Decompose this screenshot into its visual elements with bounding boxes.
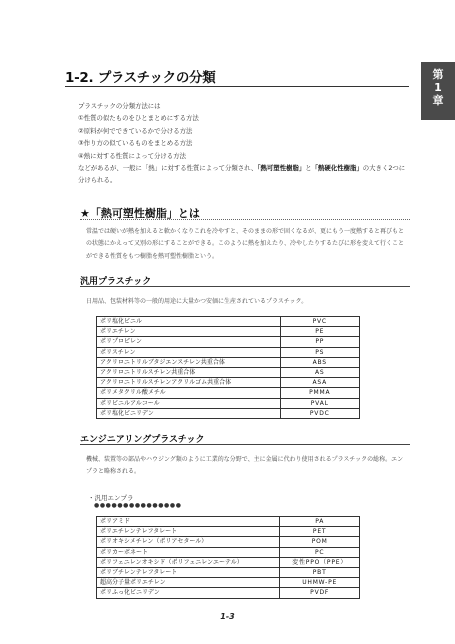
- intro-closing-part1: などがあるが、一般に「熱」に対する性質によって分類され、: [78, 164, 258, 173]
- section-heading-rule: [80, 219, 410, 220]
- resin-abbreviation-cell: PVDC: [280, 408, 359, 418]
- resin-name-cell: ポリアミド: [97, 517, 280, 527]
- table-row: [97, 388, 360, 398]
- table-row: [97, 317, 360, 327]
- table-row: [97, 527, 360, 537]
- resin-abbreviation-cell: ASA: [280, 378, 359, 388]
- resin-abbreviation-cell: PBT: [280, 568, 360, 578]
- chapter-tab-line3: 章: [432, 94, 444, 107]
- general-plastics-description: 日用品、包装材料等の一般的用途に大量かつ安価に生産されているプラスチック。: [86, 298, 308, 305]
- resin-name-cell: ポリブチレンテレフタレート: [97, 568, 280, 578]
- resin-abbreviation-cell: PC: [280, 547, 360, 557]
- resin-name-cell: ポリオキシメチレン（ポリアセタール）: [97, 537, 280, 547]
- page-title: 1-2. プラスチックの分類: [65, 70, 216, 86]
- table-row: [97, 537, 360, 547]
- resin-name-cell: ポリメタクリル酸メチル: [97, 388, 281, 398]
- resin-name-cell: ポリビニルアルコール: [97, 398, 281, 408]
- resin-name-cell: ポリプロピレン: [97, 337, 281, 347]
- resin-name-cell: ポリふっ化ビニリデン: [97, 588, 280, 598]
- definition-paragraph: 常温では硬いが熱を加えると軟かくなりこれを冷やすと、そのままの形で固くなるが、更にもう一度熱すると再びもとの状態にかえって又別の形にすることができる。このように熱を加えたり、冷やしたりするたびに形を変えて行くことができる性質をもつ樹脂を熱可塑性樹脂という。: [86, 228, 405, 260]
- table-row: [97, 588, 360, 598]
- table-row: [97, 337, 360, 347]
- resin-abbreviation-cell: PVC: [280, 317, 359, 327]
- resin-name-cell: 超高分子量ポリエチレン: [97, 578, 280, 588]
- resin-abbreviation-cell: 変性PPO（PPE）: [280, 557, 360, 567]
- resin-name-cell: ポリエチレン: [97, 327, 281, 337]
- intro-closing-part2: の大きく2つに分けられる。: [78, 164, 406, 185]
- engineering-plastics-rule: [80, 444, 410, 445]
- resin-abbreviation-cell: POM: [280, 537, 360, 547]
- engineering-plastics-heading: エンジニアリングプラスチック: [80, 435, 205, 445]
- table-row: [97, 398, 360, 408]
- resin-abbreviation-cell: PVAL: [280, 398, 359, 408]
- resin-name-cell: ポリエチレンテレフタレート: [97, 527, 280, 537]
- table-row: [97, 327, 360, 337]
- table-row: [97, 378, 360, 388]
- resin-abbreviation-cell: PVDF: [280, 588, 360, 598]
- resin-abbreviation-cell: ABS: [280, 357, 359, 367]
- intro-line: ④熱に対する性質によって分ける方法: [78, 151, 186, 160]
- resin-name-cell: ポリスチレン: [97, 347, 281, 357]
- intro-line: プラスチックの分類方法には: [78, 102, 161, 110]
- table-row: [97, 557, 360, 567]
- engineering-plastics-table: [96, 516, 360, 599]
- resin-name-cell: アクリロニトリルスチレンアクリルゴム共重合体: [97, 378, 281, 388]
- table-row: [97, 368, 360, 378]
- intro-closing: [78, 162, 408, 187]
- section-heading: ★「熱可塑性樹脂」とは: [80, 207, 200, 220]
- table-row: [97, 347, 360, 357]
- title-underline: [65, 86, 409, 87]
- resin-abbreviation-cell: PP: [280, 337, 359, 347]
- general-plastics-rule: [80, 286, 410, 287]
- intro-line: ②原料が何でできているかで分ける方法: [78, 126, 193, 135]
- term-thermoset: 「熱硬化性樹脂」: [311, 164, 363, 173]
- intro-line: ①性質の似たものをひとまとめにする方法: [78, 114, 199, 123]
- term-thermoplastic: 「熱可塑性樹脂」: [257, 164, 306, 173]
- resin-name-cell: ポリフェニレンオキシド（ポリフェニレンエーテル）: [97, 557, 280, 567]
- intro-closing-and: と: [305, 164, 312, 173]
- intro-block: [78, 100, 408, 187]
- resin-name-cell: ポリカーボネート: [97, 547, 280, 557]
- resin-abbreviation-cell: PMMA: [280, 388, 359, 398]
- chapter-tab-line1: 第: [432, 68, 444, 81]
- resin-abbreviation-cell: PET: [280, 527, 360, 537]
- resin-abbreviation-cell: AS: [280, 368, 359, 378]
- resin-name-cell: アクリロニトリルスチレン共重合体: [97, 368, 281, 378]
- resin-abbreviation-cell: PS: [280, 347, 359, 357]
- table-row: [97, 408, 360, 418]
- resin-abbreviation-cell: PA: [280, 517, 360, 527]
- table-row: [97, 578, 360, 588]
- chapter-tab: [421, 62, 455, 120]
- page-number: 1-3: [220, 612, 235, 621]
- table-row: [97, 568, 360, 578]
- general-plastics-heading: 汎用プラスチック: [80, 277, 152, 287]
- engineering-plastics-description: 機械、装置等の部品やハウジング類のように工業的な分野で、主に金属に代わり使用されるプラスチックの総称。エンプラと略称される。: [86, 456, 404, 476]
- engineering-subheading: ・汎用エンプラ: [88, 494, 134, 502]
- subheading-dot-rule: ●●●●●●●●●●●●●●●: [94, 502, 182, 509]
- table-row: [97, 517, 360, 527]
- table-row: [97, 357, 360, 367]
- resin-name-cell: ポリ塩化ビニル: [97, 317, 281, 327]
- resin-abbreviation-cell: UHMW-PE: [280, 578, 360, 588]
- resin-abbreviation-cell: PE: [280, 327, 359, 337]
- general-plastics-table: [96, 316, 360, 419]
- resin-name-cell: アクリロニトリルブタジエンスチレン共重合体: [97, 357, 281, 367]
- resin-name-cell: ポリ塩化ビニリデン: [97, 408, 281, 418]
- chapter-tab-line2: 1: [434, 81, 442, 94]
- intro-line: ③作り方の似ているものをまとめる方法: [78, 139, 193, 148]
- table-row: [97, 547, 360, 557]
